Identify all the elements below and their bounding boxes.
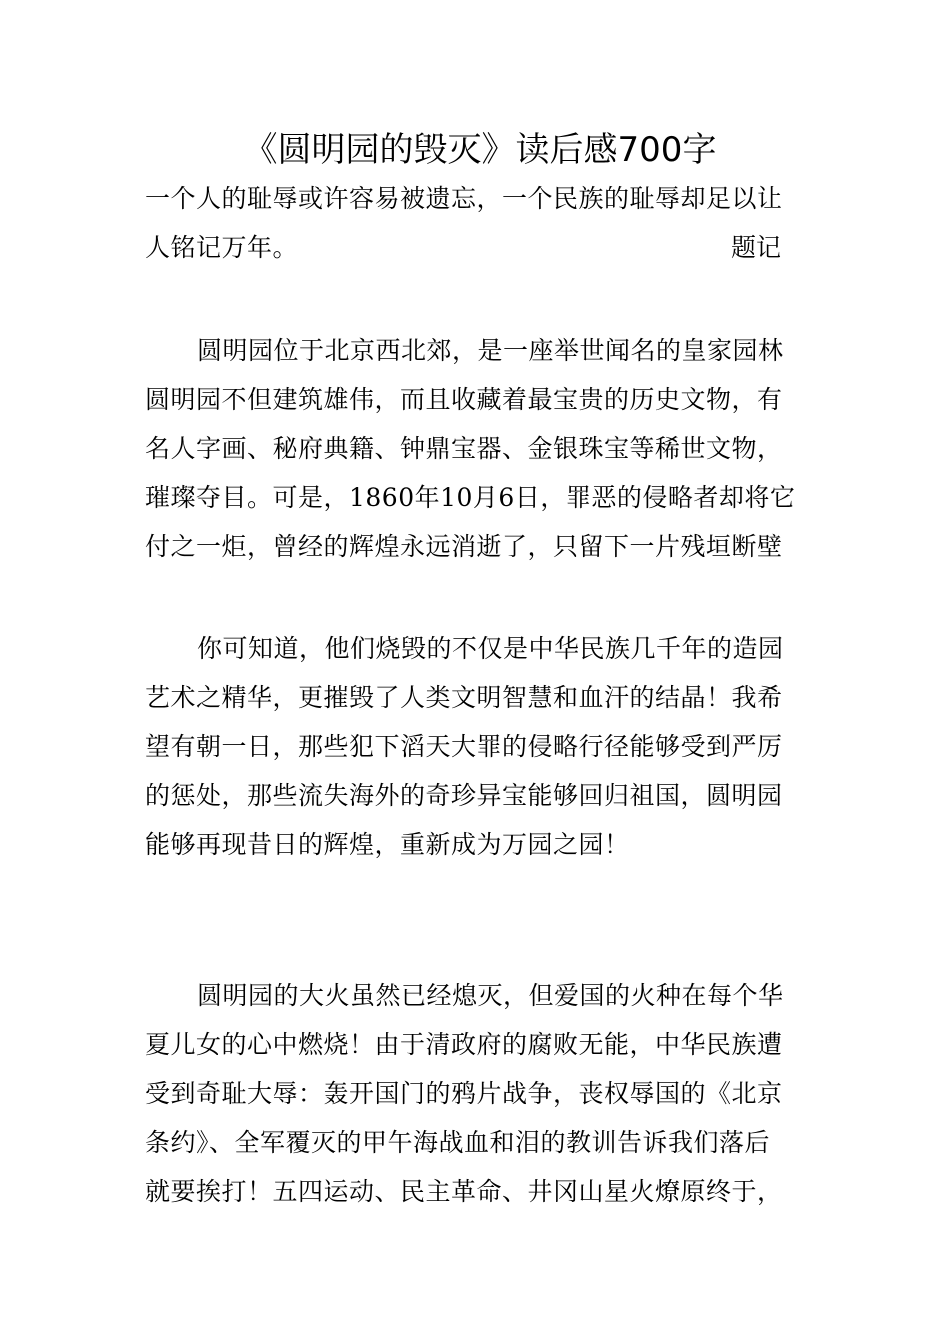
paragraph-line: 付之一炬，曾经的辉煌永远消逝了，只留下一片残垣断壁 [145, 532, 783, 561]
paragraph-line: 艺术之精华，更摧毁了人类文明智慧和血汗的结晶！我希 [145, 683, 783, 712]
paragraph-line: 夏儿女的心中燃烧！由于清政府的腐败无能，中华民族遭 [145, 1030, 783, 1059]
paragraph-line: 受到奇耻大辱：轰开国门的鸦片战争，丧权辱国的《北京 [145, 1079, 783, 1108]
document-title: 《圆明园的毁灭》读后感700字 [243, 130, 717, 170]
paragraph-line: 望有朝一日，那些犯下滔天大罪的侵略行径能够受到严厉 [145, 732, 783, 761]
paragraph-line: 璀璨夺目。可是，1860年10月6日，罪恶的侵略者却将它 [145, 483, 796, 512]
epigraph-line: 一个人的耻辱或许容易被遗忘，一个民族的耻辱却足以让 [145, 184, 783, 213]
paragraph-line: 名人字画、秘府典籍、钟鼎宝器、金银珠宝等稀世文物， [145, 434, 783, 463]
paragraph-line: 条约》、全军覆灭的甲午海战血和泪的教训告诉我们落后 [145, 1128, 771, 1157]
paragraph-line: 的惩处，那些流失海外的奇珍异宝能够回归祖国，圆明园 [145, 781, 783, 810]
epigraph-line: 人铭记万年。 [145, 233, 299, 262]
epigraph-tag: 题记 [731, 233, 782, 262]
paragraph-line: 你可知道，他们烧毁的不仅是中华民族几千年的造园 [197, 634, 784, 663]
paragraph-line: 能够再现昔日的辉煌，重新成为万园之园！ [145, 830, 630, 859]
paragraph-line: 圆明园不但建筑雄伟，而且收藏着最宝贵的历史文物，有 [145, 385, 783, 414]
paragraph-line: 圆明园的大火虽然已经熄灭，但爱国的火种在每个华 [197, 981, 784, 1010]
paragraph-line: 圆明园位于北京西北郊，是一座举世闻名的皇家园林 [197, 336, 784, 365]
paragraph-line: 就要挨打！五四运动、民主革命、井冈山星火燎原终于， [145, 1177, 783, 1206]
